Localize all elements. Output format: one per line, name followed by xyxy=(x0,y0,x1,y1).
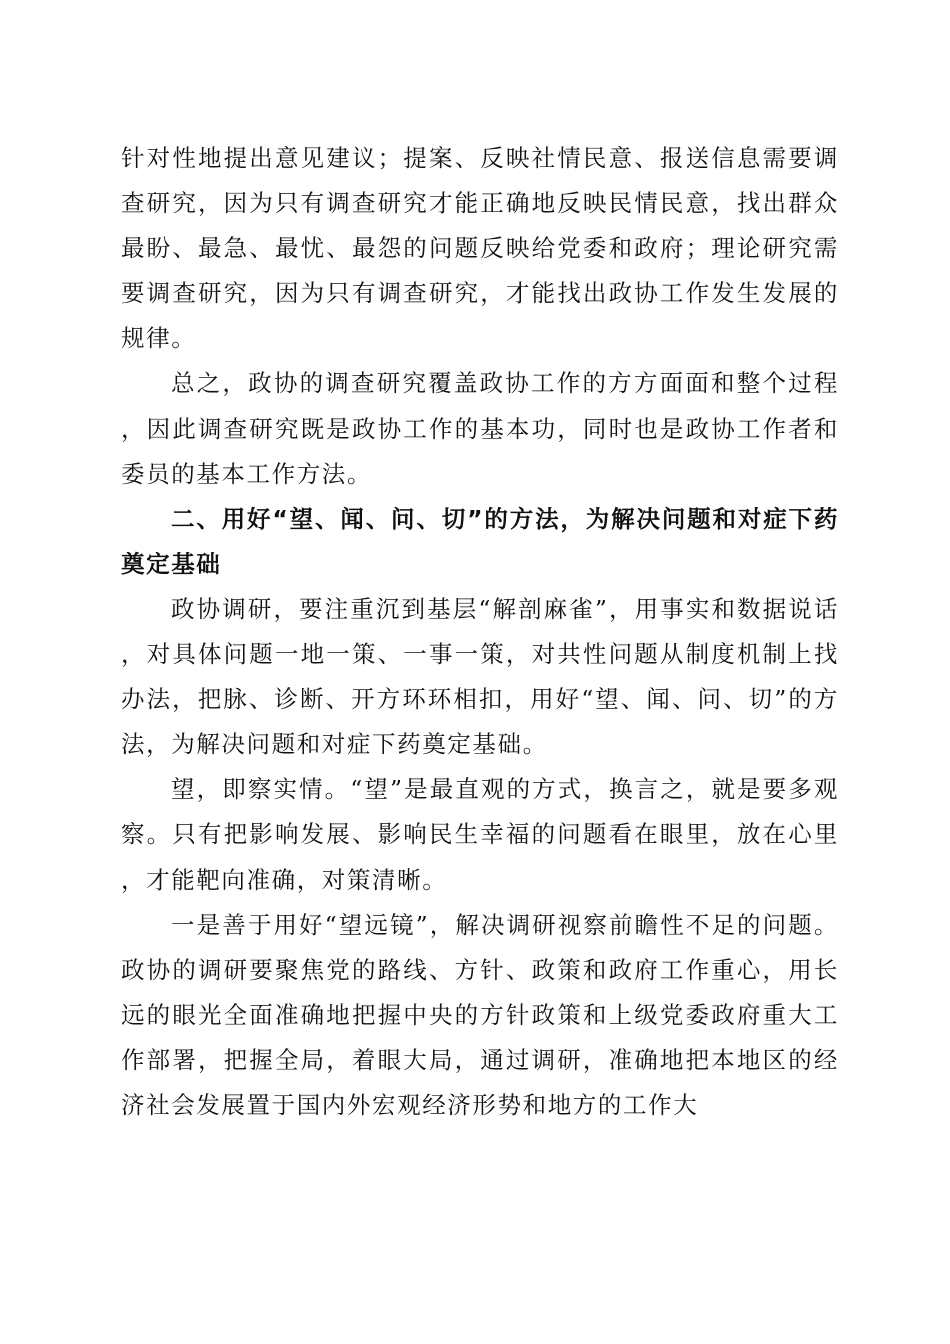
section-heading-2: 二、用好“望、闻、问、切”的方法，为解决问题和对症下药奠定基础 xyxy=(121,504,839,578)
paragraph-continuation: 针对性地提出意见建议；提案、反映社情民意、报送信息需要调查研究，因为只有调查研究才能正确地反映民情民意，找出群众最盼、最急、最忧、最怨的问题反映给党委和政府；理论研究需要调查研究，因为只有调查研究，才能找出政协工作发生发展的规律。 xyxy=(121,144,839,353)
paragraph-summary: 总之，政协的调查研究覆盖政协工作的方方面面和整个过程，因此调查研究既是政协工作的基本功，同时也是政协工作者和委员的基本工作方法。 xyxy=(121,369,839,488)
paragraph-telescope: 一是善于用好“望远镜”，解决调研视察前瞻性不足的问题。政协的调研要聚焦党的路线、方针、政策和政府工作重心，用长远的眼光全面准确地把握中央的方针政策和上级党委政府重大工作部署，把握全局，着眼大局，通过调研，准确地把本地区的经济社会发展置于国内外宏观经济形势和地方的工作大 xyxy=(121,910,839,1119)
document-page xyxy=(121,136,839,1128)
paragraph-method-intro: 政协调研，要注重沉到基层“解剖麻雀”，用事实和数据说话，对具体问题一地一策、一事一策，对共性问题从制度机制上找办法，把脉、诊断、开方环环相扣，用好“望、闻、问、切”的方法，为解决问题和对症下药奠定基础。 xyxy=(121,594,839,759)
paragraph-wang: 望，即察实情。“望”是最直观的方式，换言之，就是要多观察。只有把影响发展、影响民生幸福的问题看在眼里，放在心里，才能靶向准确，对策清晰。 xyxy=(121,775,839,894)
